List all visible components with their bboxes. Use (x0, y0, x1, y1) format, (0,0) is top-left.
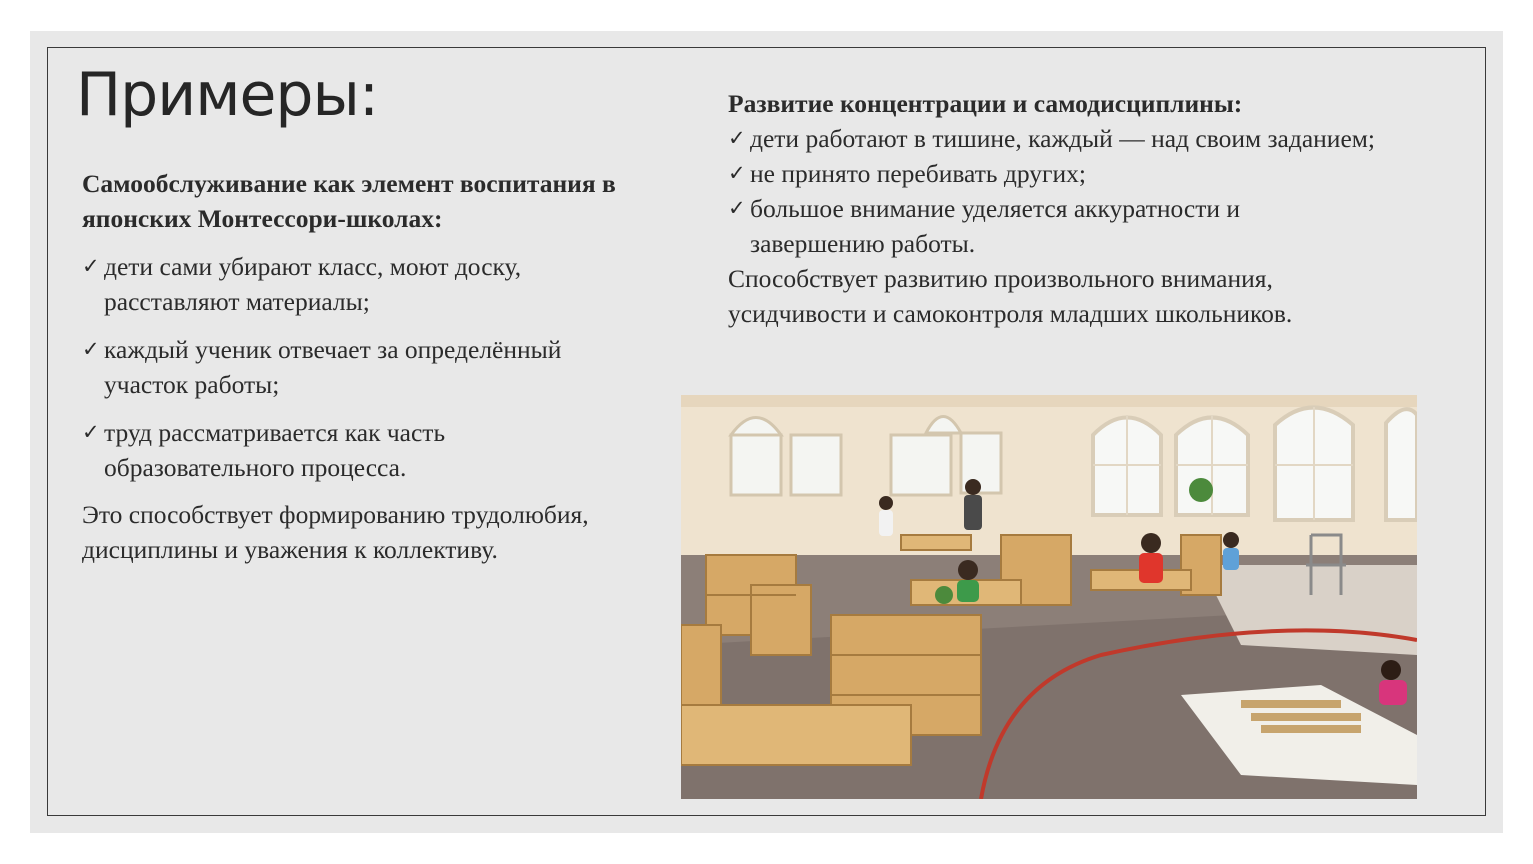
left-summary: Это способствует формированию трудолюбия, дисциплины и уважения к коллективу. (82, 500, 589, 564)
list-item-text: каждый ученик отвечает за определённый участок работы; (104, 335, 562, 399)
list-item-text: дети сами убирают класс, моют доску, расставляют материалы; (104, 252, 522, 316)
slide-title: Примеры: (76, 60, 379, 130)
checkmark-icon: ✓ (82, 337, 100, 361)
list-item (82, 249, 642, 319)
checkmark-icon: ✓ (728, 196, 746, 220)
list-item (82, 332, 642, 402)
left-heading: Самообслуживание как элемент воспитания в японских Монтессори-школах: (82, 169, 616, 233)
left-column (82, 166, 642, 567)
list-item (728, 121, 1378, 156)
checkmark-icon: ✓ (82, 254, 100, 278)
classroom-photo (681, 395, 1417, 799)
right-column (728, 86, 1378, 331)
list-item-text: дети работают в тишине, каждый — над своим заданием; (750, 124, 1375, 153)
right-summary: Способствует развитию произвольного внимания, усидчивости и самоконтроля младших школьников. (728, 264, 1293, 328)
list-item (728, 156, 1378, 191)
checkmark-icon: ✓ (728, 161, 746, 185)
list-item-text: не принято перебивать других; (750, 159, 1086, 188)
list-item (82, 415, 642, 485)
list-item-text: труд рассматривается как часть образовательного процесса. (104, 418, 446, 482)
list-item-text: большое внимание уделяется аккуратности и завершению работы. (750, 194, 1241, 258)
checkmark-icon: ✓ (728, 126, 746, 150)
right-heading: Развитие концентрации и самодисциплины: (728, 89, 1243, 118)
checkmark-icon: ✓ (82, 420, 100, 444)
list-item (728, 191, 1378, 261)
